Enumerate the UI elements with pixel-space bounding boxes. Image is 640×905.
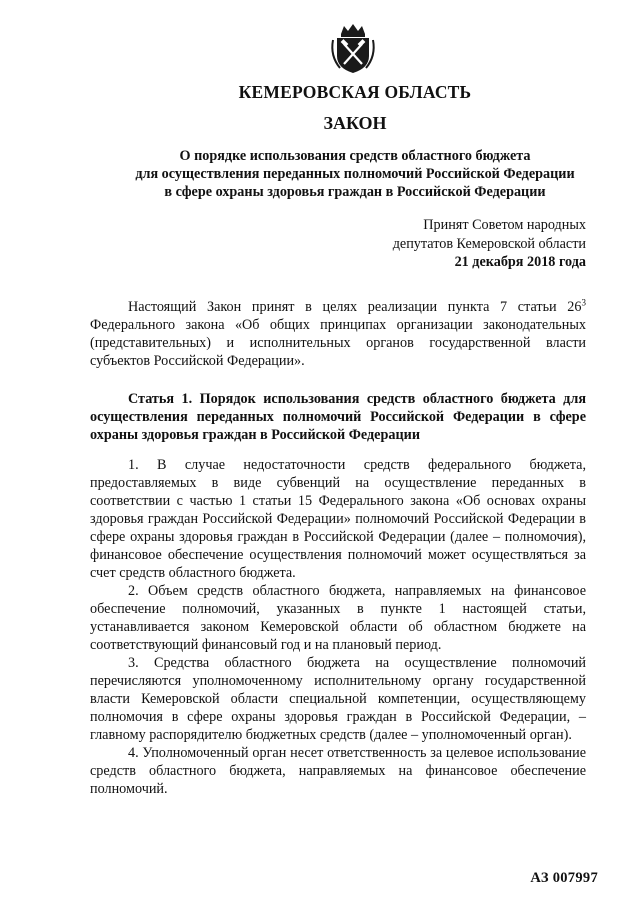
adoption-line: Принят Советом народных bbox=[423, 217, 586, 233]
preamble-text: Настоящий Закон принят в целях реализации пункта 7 статьи 26 bbox=[128, 299, 582, 315]
article-heading: Статья 1. Порядок использования средств областного бюджета для осуществления переданных полномочий Российской Федерации в сфере охраны здоровья граждан в Российской Федерации bbox=[90, 391, 586, 443]
subject-line: в сфере охраны здоровья граждан в Российской Федерации bbox=[164, 184, 546, 200]
preamble-text-cont: Федерального закона «Об общих принципах организации законодательных (представительных) и исполнительных органов государственной власти субъектов Российской Федерации». bbox=[90, 317, 586, 369]
serial-number: АЗ 007997 bbox=[530, 870, 598, 886]
superscript: 3 bbox=[581, 297, 586, 308]
adoption-block bbox=[286, 216, 586, 272]
document-type: ЗАКОН bbox=[323, 113, 387, 133]
coat-of-arms-icon bbox=[328, 22, 378, 74]
article-point: 4. Уполномоченный орган несет ответственность за целевое использование средств областного бюджета, направляемых на финансовое обеспечение полномочий. bbox=[90, 745, 586, 797]
article-point: 1. В случае недостаточности средств федерального бюджета, предоставляемых в виде субвенций на осуществление переданных в соответствии с частью 1 статьи 15 Федерального закона «Об основах охраны здоровья граждан Российской Федерации» полномочий Российской Федерации в сфере охраны здоровья граждан в Российской Федерации (далее – полномочия), финансовое обеспечение осуществления полномочий может осуществляться за счет средств областного бюджета. bbox=[90, 457, 586, 581]
subject-line: О порядке использования средств областного бюджета bbox=[179, 148, 531, 164]
preamble bbox=[90, 298, 586, 370]
article-point: 2. Объем средств областного бюджета, направляемых на финансовое обеспечение полномочий, указанных в пункте 1 настоящей статьи, устанавливается законом Кемеровской области об областном бюджете на соответствующий финансовый год и на плановый период. bbox=[90, 583, 586, 653]
law-subject bbox=[60, 147, 640, 201]
adoption-date: 21 декабря 2018 года bbox=[454, 254, 586, 270]
subject-line: для осуществления переданных полномочий Российской Федерации bbox=[135, 166, 575, 182]
article-point: 3. Средства областного бюджета на осуществление полномочий перечисляются уполномоченному исполнительному органу государственной власти Кемеровской области специальной компетенции, осуществляющему полномочия в сфере охраны здоровья граждан в Российской Федерации, – главному распорядителю бюджетных средств (далее – уполномоченный орган). bbox=[90, 655, 586, 743]
article-points bbox=[90, 456, 586, 798]
adoption-line: депутатов Кемеровской области bbox=[392, 235, 586, 252]
region-title: КЕМЕРОВСКАЯ ОБЛАСТЬ bbox=[238, 82, 472, 102]
